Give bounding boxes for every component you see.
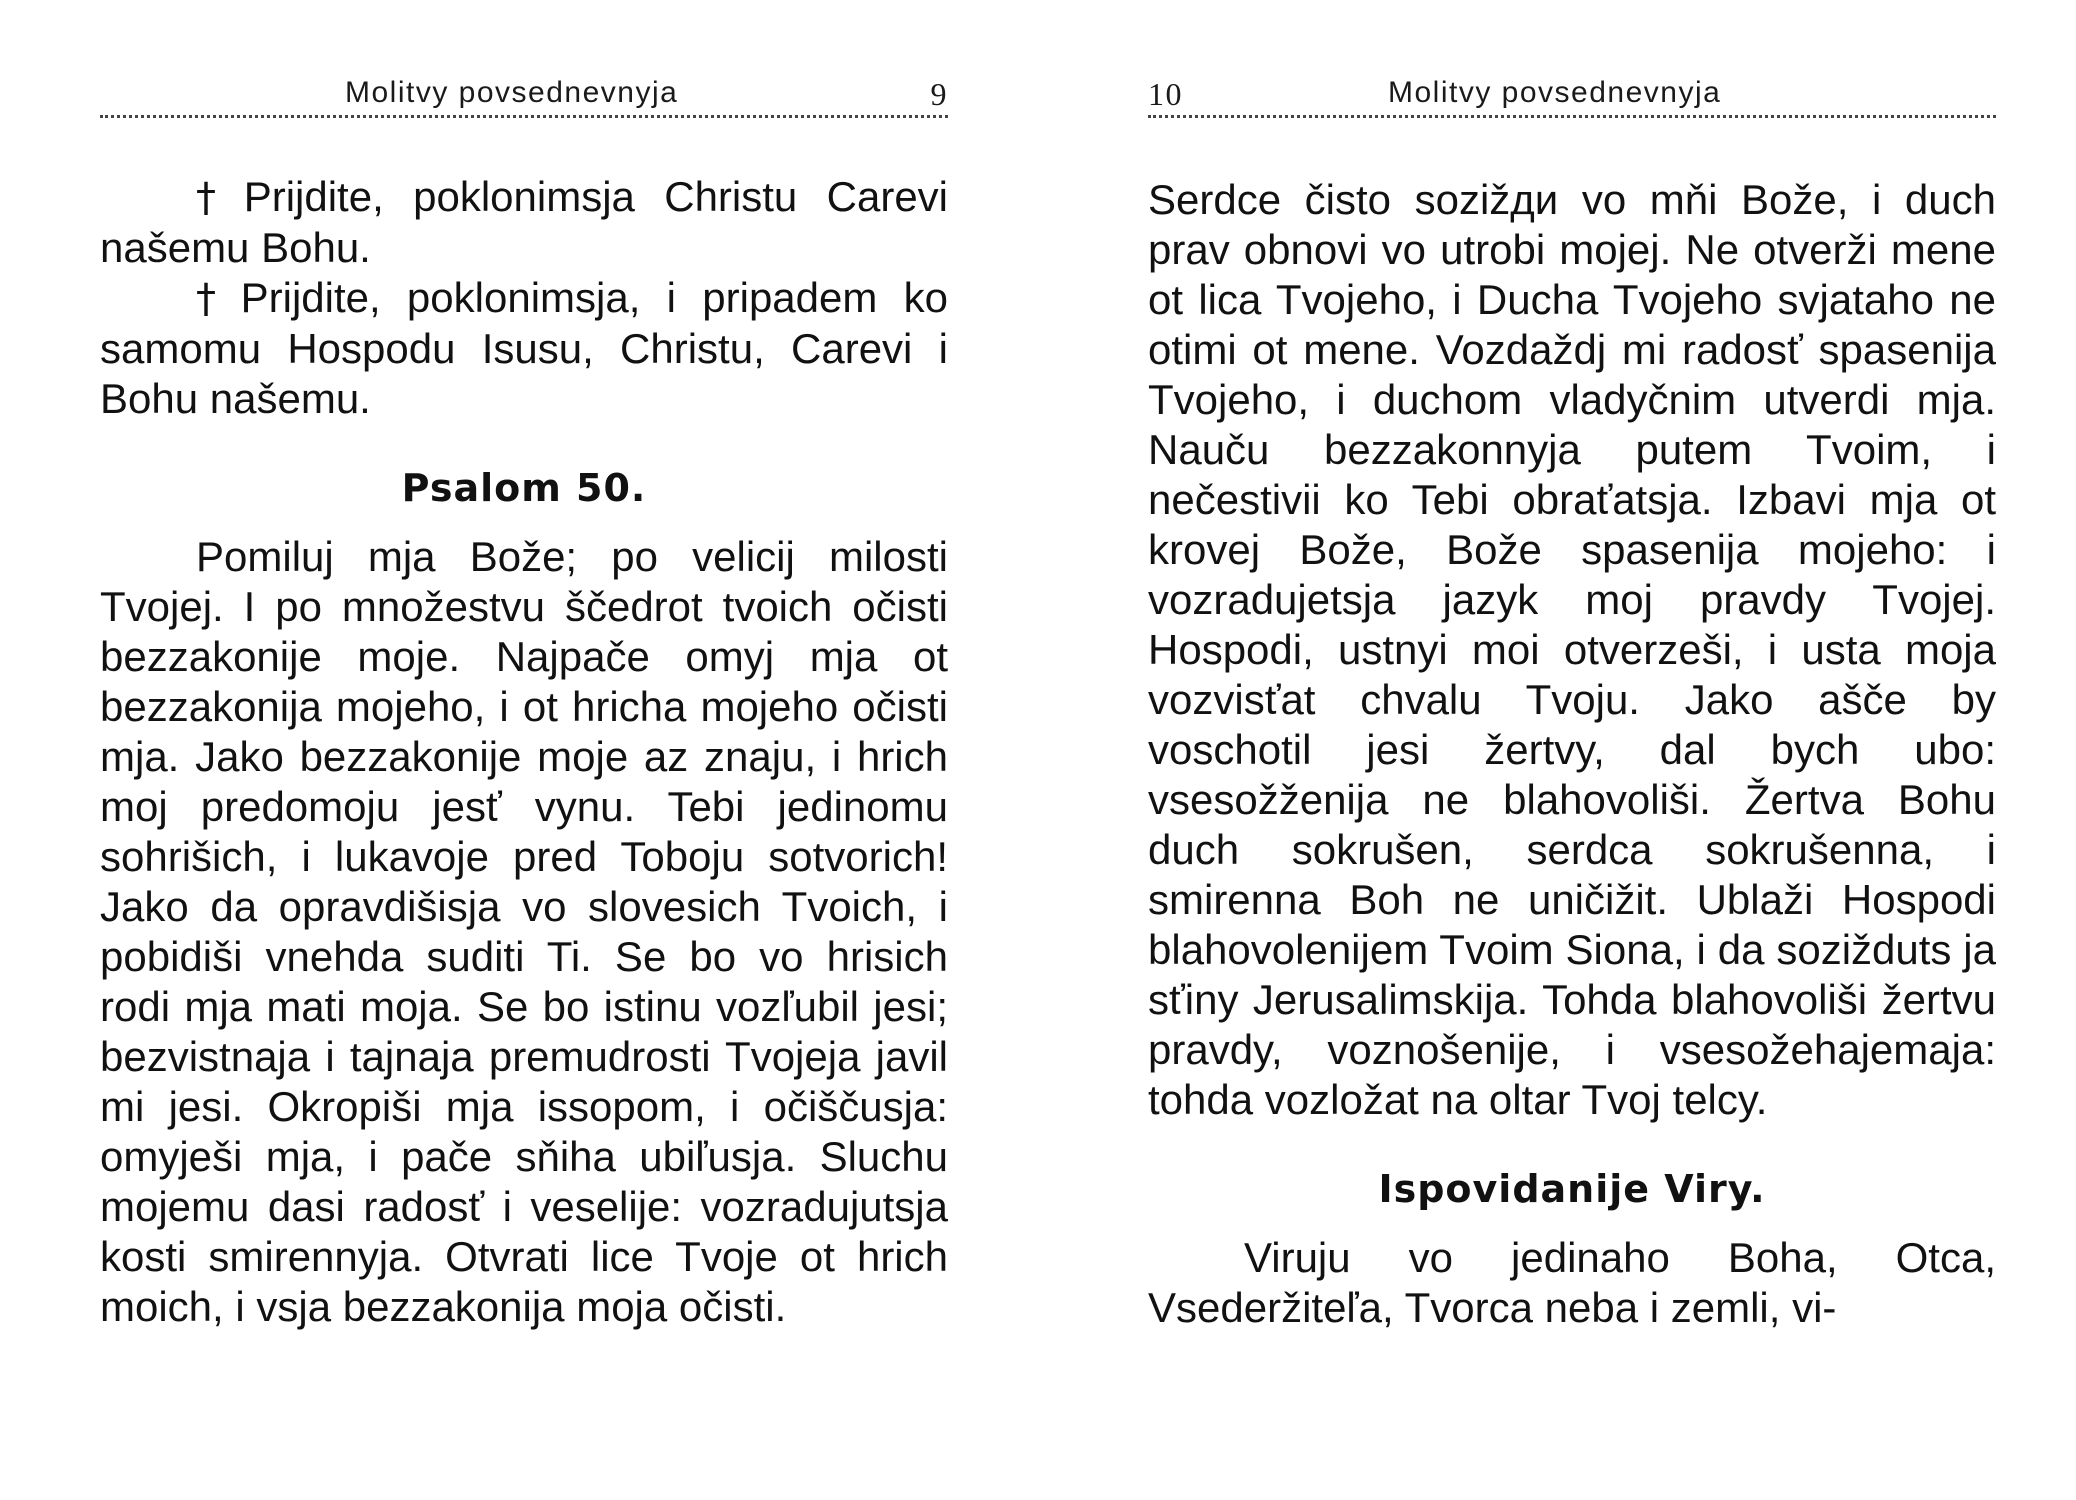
section-heading-creed: Ispovidanije Viry. xyxy=(1378,1167,1766,1211)
psalm-continuation-paragraph: Serdce čisto sozižди vo mňi Bože, i duch prav obnovi vo utrobi mojej. Ne otverži mene ot lica Tvojeho, i Ducha Tvojeho svjataho ne otimi ot mene. Vozdaždj mi radosť spasenija Tvojeho, i duchom vladyčnim utverdi mja. Nauču bezzakonnyja putem Tvoim, i nečestivii ko Tebi obraťatsja. Izbavi mja ot krovej Bože, Bože spasenija mojeho: i vozradujetsja jazyk moj pravdy Tvojej. Hospodi, ustnyi moi otverzeši, i usta moja vozvisťat chvalu Tvoju. Jako ašče by voschotil jesi žertvy, dal bych ubo: vsesožženija ne blahovoliši. Žertva Bohu duch sokrušen, serdca sokrušenna, i smirenna Boh ne uničižit. Ublaži Hospodi blahovolenijem Tvoim Siona, i da sozižduts ja sťiny Jerusalimskija. Tohda blahovoliši žertvu pravdy, voznošenije, i vsesožehajemaja: tohda vozložat na oltar Tvoj telcy. xyxy=(1148,176,1996,1123)
prayer-text-1: Prijdite, poklonimsja Christu Carevi našemu Bohu. xyxy=(100,173,949,271)
right-page xyxy=(1148,0,1996,1500)
left-header-rule xyxy=(100,115,948,118)
left-running-head xyxy=(100,70,948,120)
left-header-title: Molitvy povsednevnyja xyxy=(345,76,679,109)
prayer-paragraph-1 xyxy=(100,172,948,273)
section-heading-psalm: Psalom 50. xyxy=(401,466,647,510)
right-header-rule xyxy=(1148,115,1996,118)
psalm-paragraph: Pomiluj mja Bože; po velicij milosti Tvojej. I po množestvu ščedrot tvoich očisti bezzakonije moje. Najpače omyj mja ot bezzakonija mojeho, i ot hricha mojeho očisti mja. Jako bezzakonije moje az znaju, i hrich moj predomoju jesť vynu. Tebi jedinomu sohrišich, i lukavoje pred Toboju sotvorich! Jako da opravdišisja vo slovesich Tvoich, i pobidiši vnehda suditi Ti. Se bo vo hrisich rodi mja mati moja. Se bo istinu vozľubil jesi; bezvistnaja i tajnaja premudrosti Tvojeja javil mi jesi. Okropiši mja issopom, i očiščusja: omyješi mja, i pače sňiha ubiľusja. Sluchu mojemu dasi radosť i veselije: vozradujutsja kosti smirennyja. Otvrati lice Tvoje ot hrich moich, i vsja bezzakonija moja očisti. xyxy=(100,533,948,1330)
left-body xyxy=(100,172,948,1332)
prayer-paragraph-2 xyxy=(100,273,948,424)
right-body xyxy=(1148,175,1996,1333)
cross-icon: † xyxy=(196,276,231,322)
right-page-number: 10 xyxy=(1148,76,1183,112)
prayer-text-2: Prijdite, poklonimsja, i pripadem ko samomu Hospodu Isusu, Christu, Carevi i Bohu našemu. xyxy=(100,274,948,422)
right-running-head xyxy=(1148,70,1996,120)
cross-icon: † xyxy=(196,175,234,221)
left-page-number: 9 xyxy=(930,76,948,112)
right-header-title: Molitvy povsednevnyja xyxy=(1388,76,1722,109)
creed-paragraph: Viruju vo jedinaho Boha, Otca, Vsederžiteľa, Tvorca neba i zemli, vi- xyxy=(1148,1234,1996,1331)
left-page xyxy=(100,0,948,1500)
